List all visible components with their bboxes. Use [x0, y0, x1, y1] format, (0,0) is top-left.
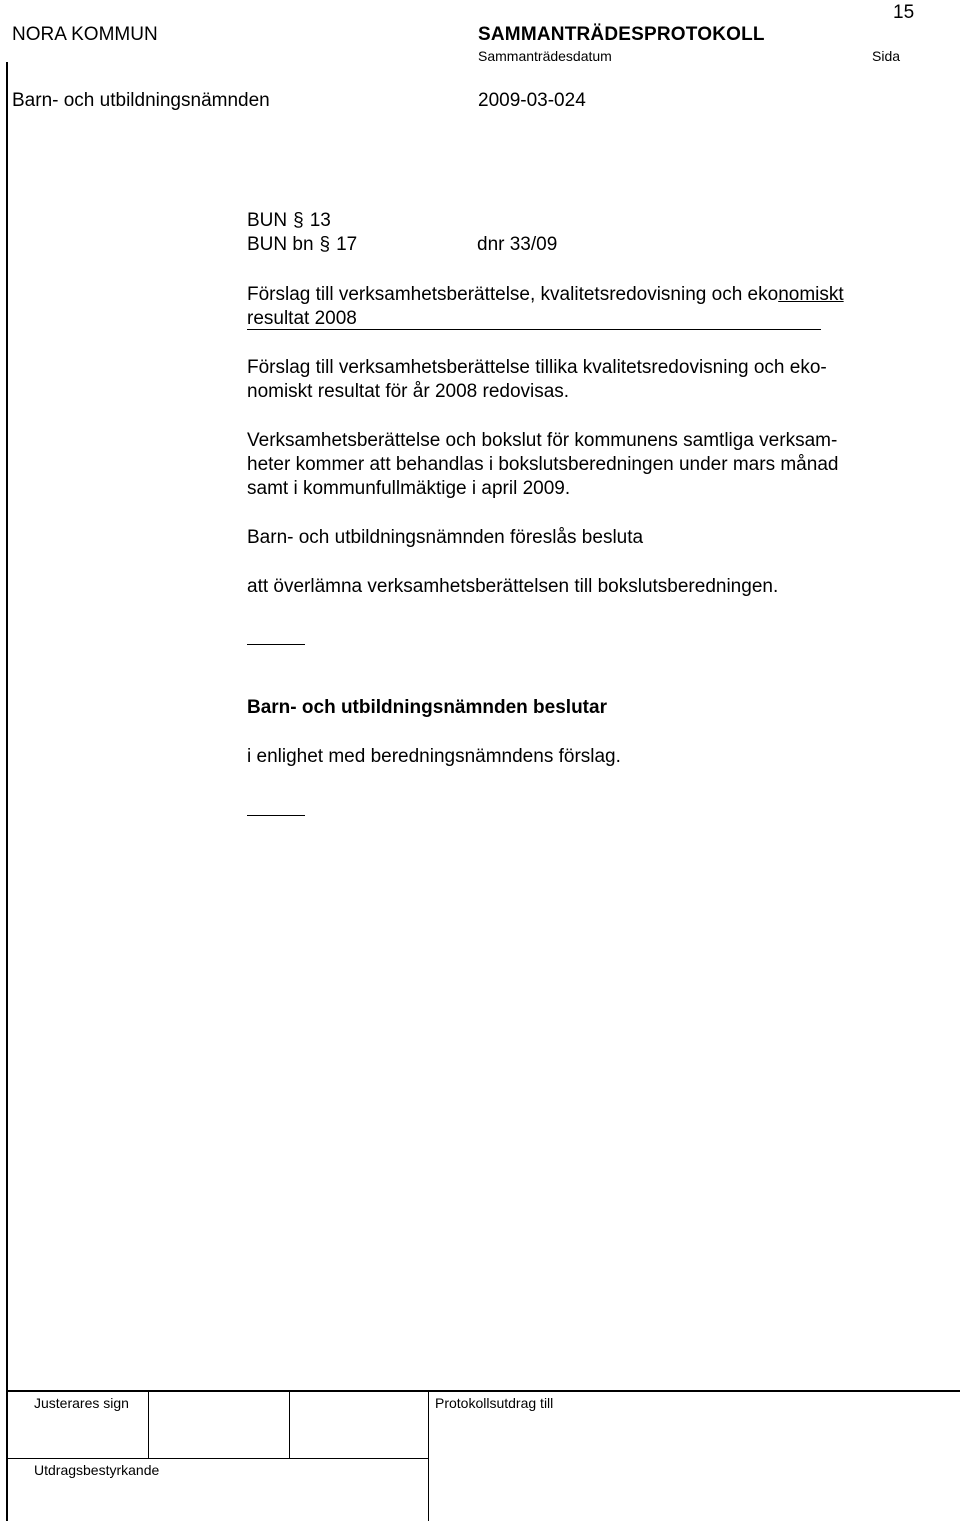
- page-label: Sida: [872, 48, 901, 64]
- organization-name: NORA KOMMUN: [12, 24, 158, 45]
- paragraph-1: [247, 356, 907, 404]
- table-divider: [428, 1390, 429, 1521]
- subject-line-2: resultat 2008: [247, 308, 357, 329]
- meeting-date: 2009-03-024: [478, 90, 586, 111]
- separator-rule: [247, 644, 305, 645]
- certifier-label: Utdragsbestyrkande: [34, 1462, 160, 1478]
- meeting-date-label: Sammanträdesdatum: [478, 48, 612, 64]
- subject-line-1: [247, 283, 844, 307]
- decision-heading: Barn- och utbildningsnämnden beslutar: [247, 697, 607, 718]
- paragraph-1-line-2: nomiskt resultat för år 2008 redovisas.: [247, 381, 570, 402]
- table-middle-rule: [6, 1458, 428, 1459]
- diary-number: dnr 33/09: [477, 234, 558, 255]
- proposal-intro: Barn- och utbildningsnämnden föreslås besluta: [247, 527, 644, 548]
- bunbn-reference: [247, 233, 907, 257]
- paragraph-2-line-2: heter kommer att behandlas i bokslutsberedningen under mars månad: [247, 454, 839, 475]
- adjuster-sign-label: Justerares sign: [34, 1395, 129, 1411]
- bun-prefix: BUN: [247, 210, 288, 231]
- document-title: SAMMANTRÄDESPROTOKOLL: [478, 24, 765, 45]
- bun-number: 13: [309, 210, 331, 231]
- table-top-rule: [6, 1390, 960, 1392]
- paragraph-2-line-1: Verksamhetsberättelse och bokslut för kommunens samtliga verksam-: [247, 430, 838, 451]
- bunbn-number: 17: [336, 234, 358, 255]
- paragraph-2: [247, 429, 907, 501]
- section-symbol: §: [319, 234, 331, 255]
- separator-rule: [247, 815, 305, 816]
- left-margin-rule: [6, 62, 8, 1521]
- proposal-text: att överlämna verksamhetsberättelsen till bokslutsberedningen.: [247, 576, 779, 597]
- bun-reference: [247, 209, 907, 233]
- bunbn-ref-group: [247, 233, 477, 257]
- subject-underline: [247, 329, 821, 330]
- decision-text: i enlighet med beredningsnämndens förslag.: [247, 746, 621, 767]
- paragraph-2-line-3: samt i kommunfullmäktige i april 2009.: [247, 478, 571, 499]
- extract-to-label: Protokollsutdrag till: [435, 1395, 554, 1411]
- case-subject: [247, 283, 844, 331]
- table-divider: [289, 1390, 290, 1458]
- section-symbol: §: [293, 210, 304, 231]
- board-name: Barn- och utbildningsnämnden: [12, 90, 270, 111]
- table-divider: [148, 1390, 149, 1458]
- subject-line-1-text: Förslag till verksamhetsberättelse, kvalitetsredovisning och eko: [247, 284, 779, 305]
- subject-line-1-underlined: nomiskt: [778, 284, 844, 305]
- bunbn-prefix: BUN bn: [247, 234, 314, 255]
- signature-table: [6, 1390, 960, 1521]
- page-number: 15: [893, 2, 915, 23]
- case-references: [247, 209, 907, 257]
- paragraph-1-line-1: Förslag till verksamhetsberättelse tillika kvalitetsredovisning och eko-: [247, 357, 827, 378]
